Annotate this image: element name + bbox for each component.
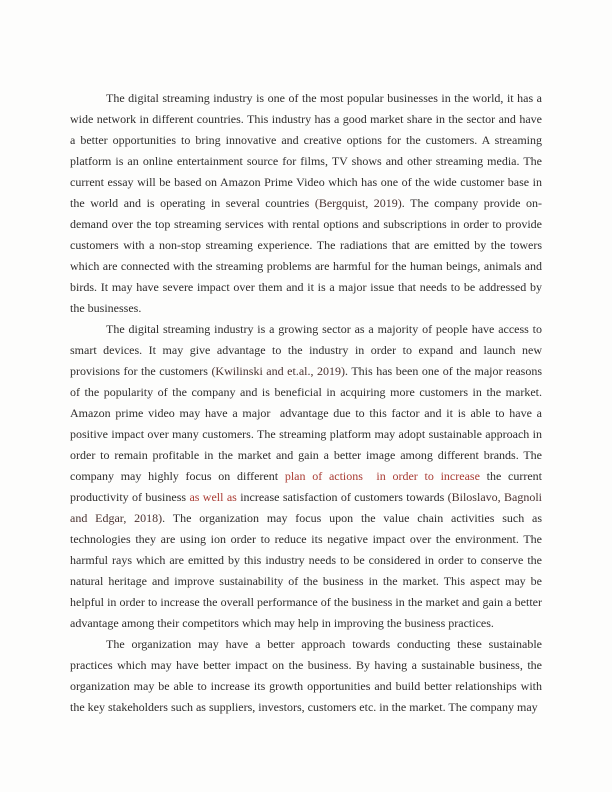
citation-kwilinski-2019: (Kwilinski and et.al., 2019) — [211, 364, 346, 378]
citation-bergquist-2019: (Bergquist, 2019) — [314, 196, 402, 210]
paragraph-1 — [70, 88, 545, 319]
paragraph-3 — [70, 634, 545, 718]
body-text-segment: The organization may have a better approach towards conducting these sustainable practices which may have better impact on the business. By having a sustainable business, the organization may be able to increase its growth opportunities and build better relationships with the key stakeholders such as suppliers, investors, customers etc. in the market. The company may — [70, 637, 545, 714]
body-text-segment: increase satisfaction of customers towards — [236, 490, 448, 504]
body-text-segment: The digital streaming industry is one of the most popular businesses in the world, it has a wide network in different countries. This industry has a good market share in the sector and have a better opportunities to bring innovative and creative options for the customers. A streaming platform is an online entertainment source for films, TV shows and other streaming media. The current essay will be based on Amazon Prime Video which has one of the wide customer base in the world and is operating in several countries — [70, 91, 545, 210]
highlighted-phrase-plan-of-actions: plan of actions in order to increase — [284, 469, 480, 483]
body-text-segment: . This has been one of the major reasons of the popularity of the company and is beneficial in acquiring more customers in the market. Amazon prime video may have a major advantage due to this factor and it is able to have a positive impact over many customers. The streaming platform may adopt sustainable approach in order to remain profitable in the market and gain a better image among different brands. The company may highly focus on different — [70, 364, 545, 483]
paragraph-2 — [70, 319, 546, 634]
body-text-segment: the current productivity of business — [70, 469, 545, 504]
body-text-segment: . The company provide on-demand over the top streaming services with rental options and subscriptions in order to provide customers with a non-stop streaming experience. The radiations that are emitted by the towers which are connected with the streaming problems are harmful for the human beings, animals and birds. It may have severe impact over them and it is a major issue that needs to be addressed by the businesses. — [70, 196, 545, 315]
citation-biloslavo-2018: (Biloslavo, Bagnoli and Edgar, 2018) — [70, 490, 546, 525]
body-text-segment: The digital streaming industry is a growing sector as a majority of people have access to smart devices. It may give advantage to the industry in order to expand and launch new provisions for the customers — [70, 322, 545, 378]
highlighted-phrase-as-well-as: as well as — [189, 490, 237, 504]
body-text-segment: . The organization may focus upon the value chain activities such as technologies they are using ion order to reduce its negative impact over the environment. The harmful rays which are emitted by this industry needs to be considered in order to conserve the natural heritage and improve sustainability of the business in the market. This aspect may be helpful in order to increase the overall performance of the business in the market and gain a better advantage among their competitors which may help in improving the business practices. — [70, 511, 546, 630]
essay-text-block — [70, 88, 546, 718]
